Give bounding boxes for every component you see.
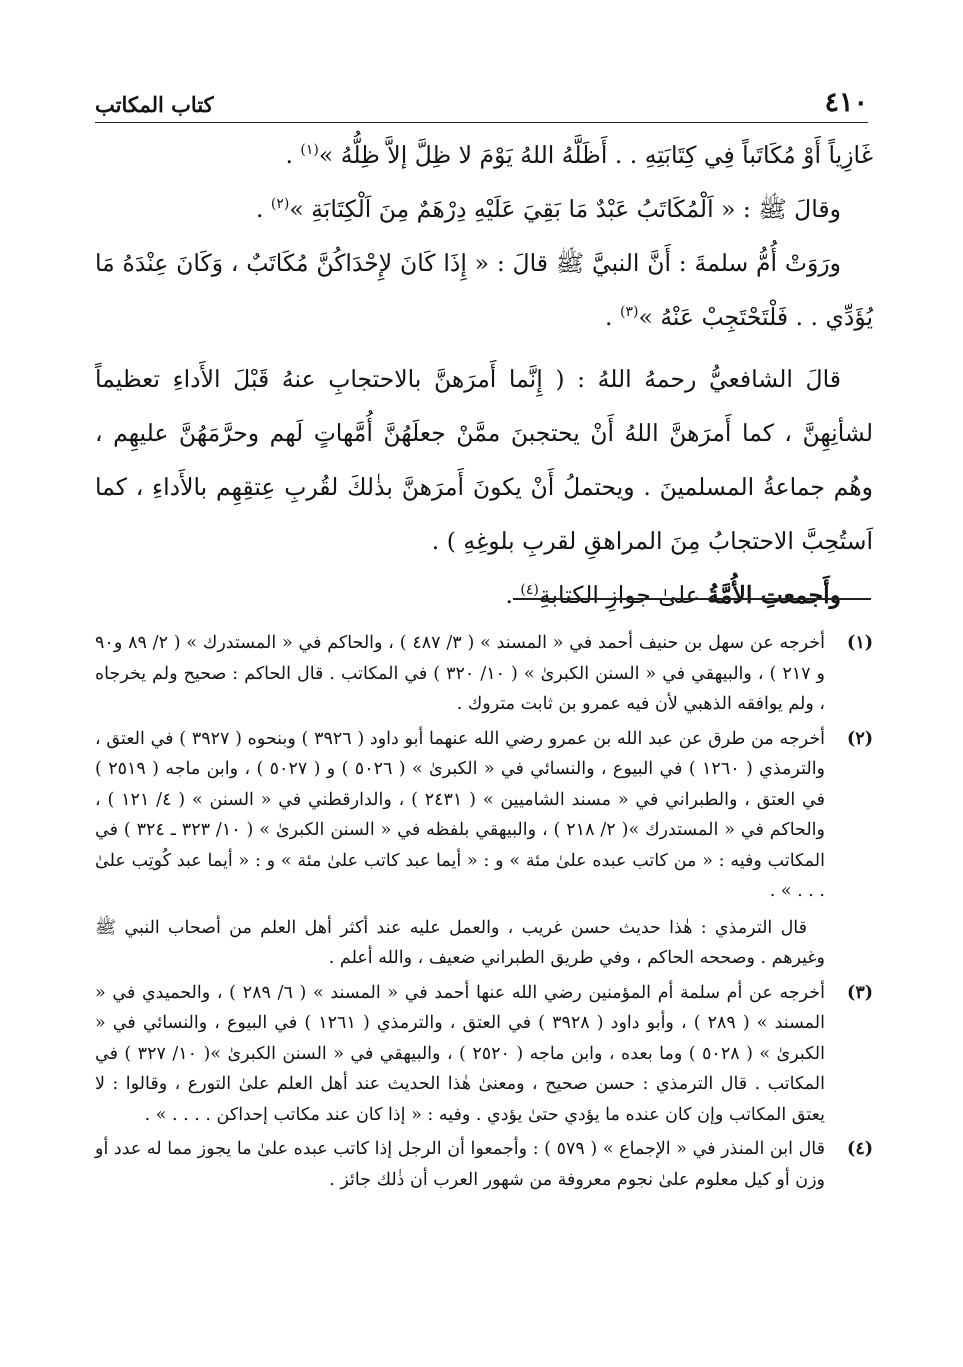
paragraph-hadith-2: [95, 182, 873, 236]
paragraph-hadith-3: [95, 236, 873, 344]
footnote-number: (٤): [847, 1139, 873, 1159]
footnote-separator: [513, 598, 871, 600]
bold-phrase: وأَجمعتِ الأُمَّةُ: [707, 581, 841, 609]
footnote-text: [95, 724, 825, 974]
paragraph-hadith-1: [95, 128, 873, 182]
punctuation: .: [605, 303, 620, 331]
footnote-ref-1[interactable]: (١): [300, 142, 319, 159]
footnote-2: [95, 724, 873, 974]
paragraph-shafii: [95, 352, 873, 568]
running-title: كتاب المكاتب: [95, 92, 214, 117]
paragraph-ijma: [95, 568, 873, 622]
footnote-paragraph: أخرجه عن سهل بن حنيف أحمد في « المسند » ( ٣/ ٤٨٧ ) ، والحاكم في « المستدرك » ( ٢/ ٨٩ و٩٠ و ٢١٧ ) ، والبيهقي في « السنن الكبرىٰ » ( ١٠/ ٣٢٠ ) في المكاتب . قال الحاكم : صحيح ولم يخرجاه ، ولم يوافقه الذهبي لأن فيه عمرو بن ثابت متروك .: [95, 633, 825, 714]
footnote-text: [95, 1134, 825, 1195]
footnote-paragraph: أخرجه عن أم سلمة أم المؤمنين رضي الله عنها أحمد في « المسند » ( ٦/ ٢٨٩ ) ، والحميدي في « المسند » ( ٢٨٩ ) ، وأبو داود ( ٣٩٢٨ ) في العتق ، والترمذي ( ١٢٦١ ) في البيوع ، والنسائي في « الكبرىٰ » ( ٥٠٢٨ ) وما بعده ، وابن ماجه ( ٢٥٢٠ ) ، والبيهقي في « السنن الكبرىٰ »( ١٠/ ٣٢٧ ) في المكاتب . قال الترمذي : حسن صحيح ، ومعنىٰ هٰذا الحديث عند أهل العلم علىٰ التورع ، وقالوا : لا يعتق المكاتب وإن كان عنده ما يؤدي حتىٰ يؤدي . وفيه : « إذا كان عند مكاتب إحداكن . . . . » .: [95, 982, 825, 1125]
paragraph-text: وقالَ ﷺ : « اَلْمُكَاتَبُ عَبْدٌ مَا بَقِيَ عَلَيْهِ دِرْهَمٌ مِنَ اَلْكِتَابَةِ »: [289, 195, 841, 223]
punctuation: .: [505, 581, 521, 609]
footnote-paragraph: أخرجه من طرق عن عبد الله بن عمرو رضي الله عنهما أبو داود ( ٣٩٢٦ ) وبنحوه ( ٣٩٢٧ ) في العتق ، والترمذي ( ١٢٦٠ ) في البيوع ، والنسائي في « الكبرىٰ » ( ٥٠٢٦ ) و ( ٥٠٢٧ ) ، وابن ماجه ( ٢٥١٩ ) في العتق ، والطبراني في « مسند الشاميين » ( ٢٤٣١ ) ، والدارقطني في « السنن » ( ٤/ ١٢١ ) ، والحاكم في « المستدرك »( ٢/ ٢١٨ ) ، والبيهقي بلفظه في « السنن الكبرىٰ » ( ١٠/ ٣٢٣ ـ ٣٢٤ ) في المكاتب وفيه : « من كاتب عبده علىٰ مئة » و : « أيما عبد كاتب علىٰ مئة » و : « أيما عبد كُوتِب علىٰ . . . » .: [95, 728, 826, 901]
punctuation: .: [285, 141, 301, 169]
footnote-paragraph: قال ابن المنذر في « الإجماع » ( ٥٧٩ ) : وأجمعوا أن الرجل إذا كاتب عبده علىٰ ما يجوز مما له عدد أو وزن أو كيل معلوم علىٰ نجوم معروفة من شهور العرب أن ذٰلك جائز .: [95, 1139, 825, 1190]
punctuation: .: [255, 195, 271, 223]
footnote-ref-2[interactable]: (٢): [270, 196, 290, 213]
footnote-1: [95, 628, 873, 720]
footnote-3: [95, 978, 873, 1131]
footnote-text: [95, 628, 825, 720]
footnote-ref-4[interactable]: (٤): [520, 582, 539, 599]
paragraph-text: غَازِياً أَوْ مُكَاتَباً فِي كِتَابَتِهِ . . أَظَلَّهُ اللهُ يَوْمَ لا ظِلَّ إلاَّ ظِلُّهُ »: [318, 141, 873, 169]
footnotes: [95, 628, 873, 1199]
footnote-number: (٢): [847, 728, 873, 749]
footnote-4: [95, 1134, 873, 1195]
main-text: [95, 128, 873, 622]
paragraph-text: قالَ الشافعيُّ رحمهُ اللهُ : ( إِنَّما أَمرَهنَّ بالاحتجابِ عنهُ قَبْلَ الأَداءِ تعظيماً لشأنِهِنَّ ، كما أَمرَهنَّ اللهُ أَنْ يحتجبنَ ممَّنْ جعلَهُنَّ أُمَّهاتٍ لَهم وحرَّمَهُنَّ عليهِم ، وهُم جماعةُ المسلمينَ . ويحتملُ أَنْ يكونَ أَمرَهنَّ بذٰلكَ لقُربِ عِتقِهِم بالأَداءِ ، كما اَستُحِبَّ الاحتجابُ مِنَ المراهقِ لقربِ بلوغِهِ ) .: [95, 365, 873, 555]
page-number: ٤١٠: [824, 87, 868, 118]
footnote-number: (١): [847, 633, 873, 653]
footnote-paragraph: قال الترمذي : هٰذا حديث حسن غريب ، والعمل عليه عند أكثر أهل العلم من أصحاب النبي ﷺ وغيرهم . وصححه الحاكم ، وفي طريق الطبراني ضعيف ، والله أعلم .: [95, 917, 825, 968]
footnote-ref-3[interactable]: (٣): [620, 304, 639, 321]
page-header: [95, 86, 868, 123]
paragraph-text: ورَوَتْ أُمُّ سلمةَ : أَنَّ النبيَّ ﷺ قالَ : « إِذَا كَانَ لإِحْدَاكُنَّ مُكَاتَبٌ ، وَكَانَ عِنْدَهُ مَا يُؤَدِّي . . فَلْتَحْتَجِبْ عَنْهُ »: [95, 249, 873, 331]
paragraph-text: علىٰ جوازِ الكتابةِ: [538, 581, 708, 609]
footnote-text: [95, 978, 825, 1131]
footnote-number: (٣): [847, 982, 873, 1003]
